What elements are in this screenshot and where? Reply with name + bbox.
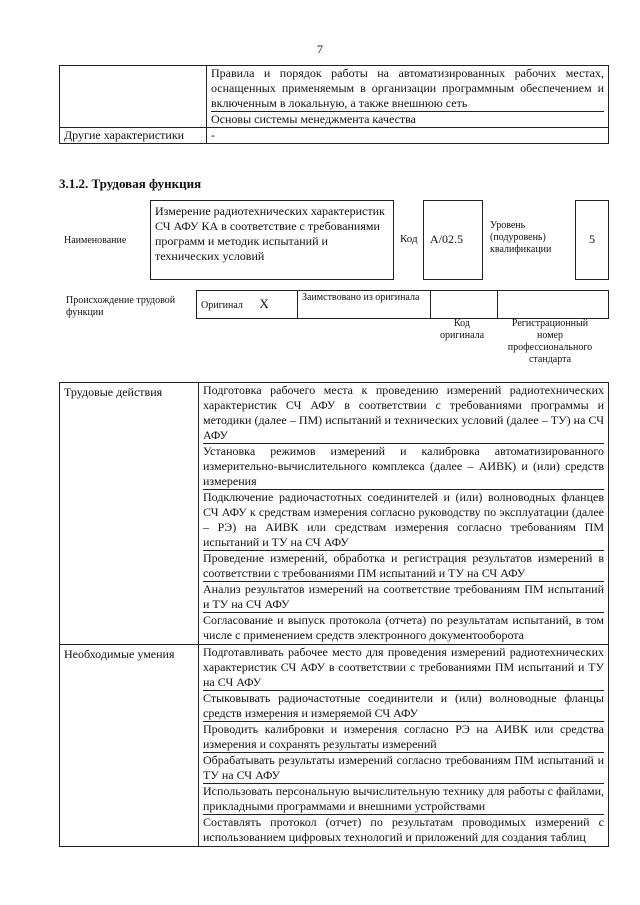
row-label: Трудовые действия xyxy=(60,383,199,645)
reg-number-cell xyxy=(498,291,609,319)
function-name-box: Измерение радиотехнических характеристик СЧ АФУ КА в соответствие с требованиями программ и методик испытаний и технических условий xyxy=(150,200,394,280)
labor-action-item: Согласование и выпуск протокола (отчета) по результатам испытаний, в том числе с применением средств электронного документооборота xyxy=(203,613,604,642)
row-label: Другие характеристики xyxy=(60,128,207,144)
table-row xyxy=(60,128,609,144)
skill-item: Проводить калибровки и измерения согласно РЭ на АИВК или средства измерения и сохранять результаты измерений xyxy=(203,722,604,751)
qualification-table-continued xyxy=(59,65,609,144)
reg-number-caption: Регистрационный номер профессионального стандарта xyxy=(507,318,593,365)
labor-action-item: Подготовка рабочего места к проведению измерений радиотехнических характеристик СЧ АФУ в соответствии с требованиями программы и методики (далее – ПМ) испытаний и технических условий (далее – ТУ) на СЧ АФУ xyxy=(203,383,604,442)
row-content xyxy=(207,66,609,128)
labor-action-item: Анализ результатов измерений на соответствие требованиям ПМ испытаний и ТУ на СЧ АФУ xyxy=(203,582,604,611)
section-title: 3.1.2. Трудовая функция xyxy=(59,176,202,191)
table-row xyxy=(60,645,609,847)
skill-item: Обрабатывать результаты измерений согласно требованиям ПМ испытаний и ТУ на СЧ АФУ xyxy=(203,753,604,782)
code-label: Код xyxy=(400,233,418,245)
original-mark: X xyxy=(259,295,269,311)
labor-action-item: Проведение измерений, обработка и регистрация результатов измерений в соответствии с требованиями ПМ испытаний и ТУ на СЧ АФУ xyxy=(203,551,604,580)
labor-action-item: Подключение радиочастотных соединителей и (или) волноводных фланцев СЧ АФУ к средствам измерения согласно руководству по эксплуатации (далее – РЭ) на АИВК или средствам измерения согласно требованиям ПМ испытаний и ТУ на СЧ АФУ xyxy=(203,490,604,549)
table-row xyxy=(60,383,609,645)
skill-item: Подготавливать рабочее место для проведения измерений радиотехнических характеристик СЧ АФУ в соответствии с требованиями ПМ испытаний и ТУ на СЧ АФУ xyxy=(203,645,604,689)
origin-table xyxy=(196,290,609,319)
table-row xyxy=(60,66,609,128)
name-label: Наименование xyxy=(64,235,127,246)
code-original-cell xyxy=(431,291,498,319)
knowledge-item: Правила и порядок работы на автоматизированных рабочих местах, оснащенных применяемым в организации программным обеспечением и включенным в локальную, а также внешнюю сеть xyxy=(211,66,604,110)
skill-item: Составлять протокол (отчет) по результатам проводимых измерений с использованием цифровых технологий и приложений для создания таблиц xyxy=(203,815,604,844)
labor-action-item: Установка режимов измерений и калибровка автоматизированного измерительно-вычислительного комплекса (далее – АИВК) и (или) средств измерения xyxy=(203,444,604,488)
original-label: Оригинал xyxy=(201,299,243,311)
row-label: Необходимые умения xyxy=(60,645,199,847)
skill-item: Стыковывать радиочастотные соединители и (или) волноводные фланцы средств измерения и измеряемой СЧ АФУ xyxy=(203,691,604,720)
other-characteristics-value: - xyxy=(211,128,215,142)
table-row xyxy=(197,291,609,319)
row-content xyxy=(199,383,609,645)
row-label xyxy=(60,66,207,128)
code-value-box: A/02.5 xyxy=(423,200,483,280)
labor-function-table xyxy=(59,382,609,847)
qualification-level-label: Уровень (подуровень) квалификации xyxy=(490,220,552,255)
page-number: 7 xyxy=(317,42,323,56)
borrowed-cell: Заимствовано из оригинала xyxy=(298,291,431,319)
knowledge-item: Основы системы менеджмента качества xyxy=(211,112,416,126)
row-content xyxy=(207,128,609,144)
qualification-level-box: 5 xyxy=(575,200,609,280)
origin-label: Происхождение трудовой функции xyxy=(66,295,176,318)
code-original-caption: Код оригинала xyxy=(439,318,485,341)
row-content xyxy=(199,645,609,847)
original-cell xyxy=(197,291,298,319)
skill-item: Использовать персональную вычислительную технику для работы с файлами, прикладными программами и внешними устройствами xyxy=(203,784,604,813)
